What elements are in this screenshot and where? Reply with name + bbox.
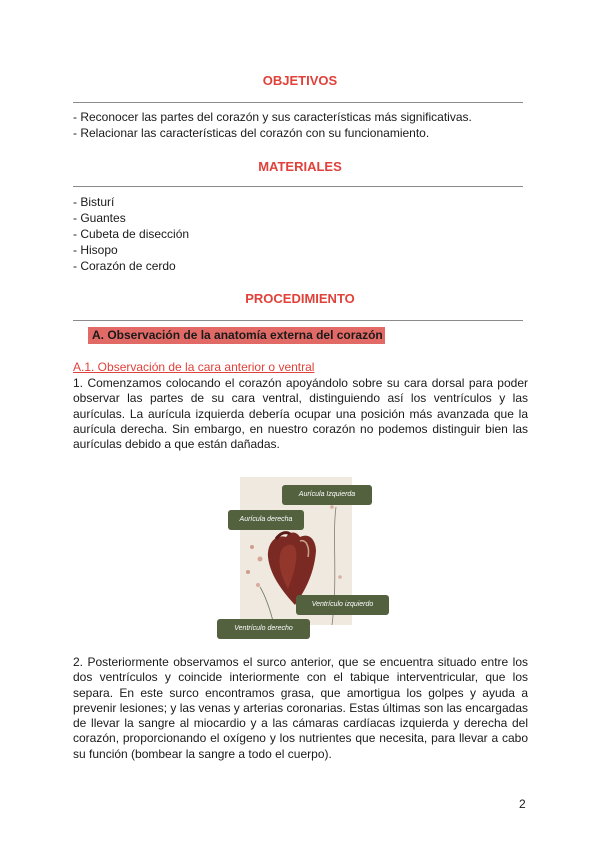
list-item: - Hisopo <box>73 243 118 257</box>
list-item: - Cubeta de disección <box>73 227 190 241</box>
list-item: - Reconocer las partes del corazón y sus características más significativas. <box>73 110 472 124</box>
label-ventriculo-izquierdo: Ventrículo izquierdo <box>296 595 389 615</box>
list-item: - Guantes <box>73 211 126 225</box>
paragraph-1: 1. Comenzamos colocando el corazón apoyándolo sobre su cara dorsal para poder observar las partes de su cara ventral, distinguiendo así los ventrículos y las aurículas. La aurícula izquierda debería ocupar una posición más avanzada que la aurícula derecha. Sin embargo, en nuestro corazón no podemos distinguir bien las aurículas debido a que están dañadas. <box>73 376 528 452</box>
label-ventriculo-derecho: Ventrículo derecho <box>217 619 310 639</box>
objetivos-heading: OBJETIVOS <box>262 73 338 88</box>
list-item: - Bisturí <box>73 195 115 209</box>
procedimiento-heading: PROCEDIMIENTO <box>245 291 355 306</box>
list-item: - Relacionar las características del corazón con su funcionamiento. <box>73 126 430 140</box>
page-number: 2 <box>519 797 526 811</box>
subsection-a1-heading: A.1. Observación de la cara anterior o ventral <box>73 360 315 374</box>
label-auricula-izquierda: Aurícula Izquierda <box>282 485 372 505</box>
divider <box>73 320 523 321</box>
materiales-heading: MATERIALES <box>258 159 342 174</box>
divider <box>73 102 523 103</box>
paragraph-2: 2. Posteriormente observamos el surco anterior, que se encuentra situado entre los dos ventrículos y coincide interiormente con el tabique interventricular, que los separa. En este surco encontramos grasa, que amortigua los golpes y ayuda a prevenir lesiones; y las venas y arterias coronarias. Estas últimas son las encargadas de llevar la sangre al miocardio y a las cámaras cardíacas izquierda y derecha del corazón, proporcionando el oxígeno y los nutrientes que necesita, para llevar a cabo su función (bombear la sangre a todo el cuerpo). <box>73 655 528 761</box>
section-a-heading: A. Observación de la anatomía externa del corazón <box>88 327 385 344</box>
divider <box>73 186 523 187</box>
list-item: - Corazón de cerdo <box>73 259 176 273</box>
label-auricula-derecha: Aurícula derecha <box>228 510 304 530</box>
